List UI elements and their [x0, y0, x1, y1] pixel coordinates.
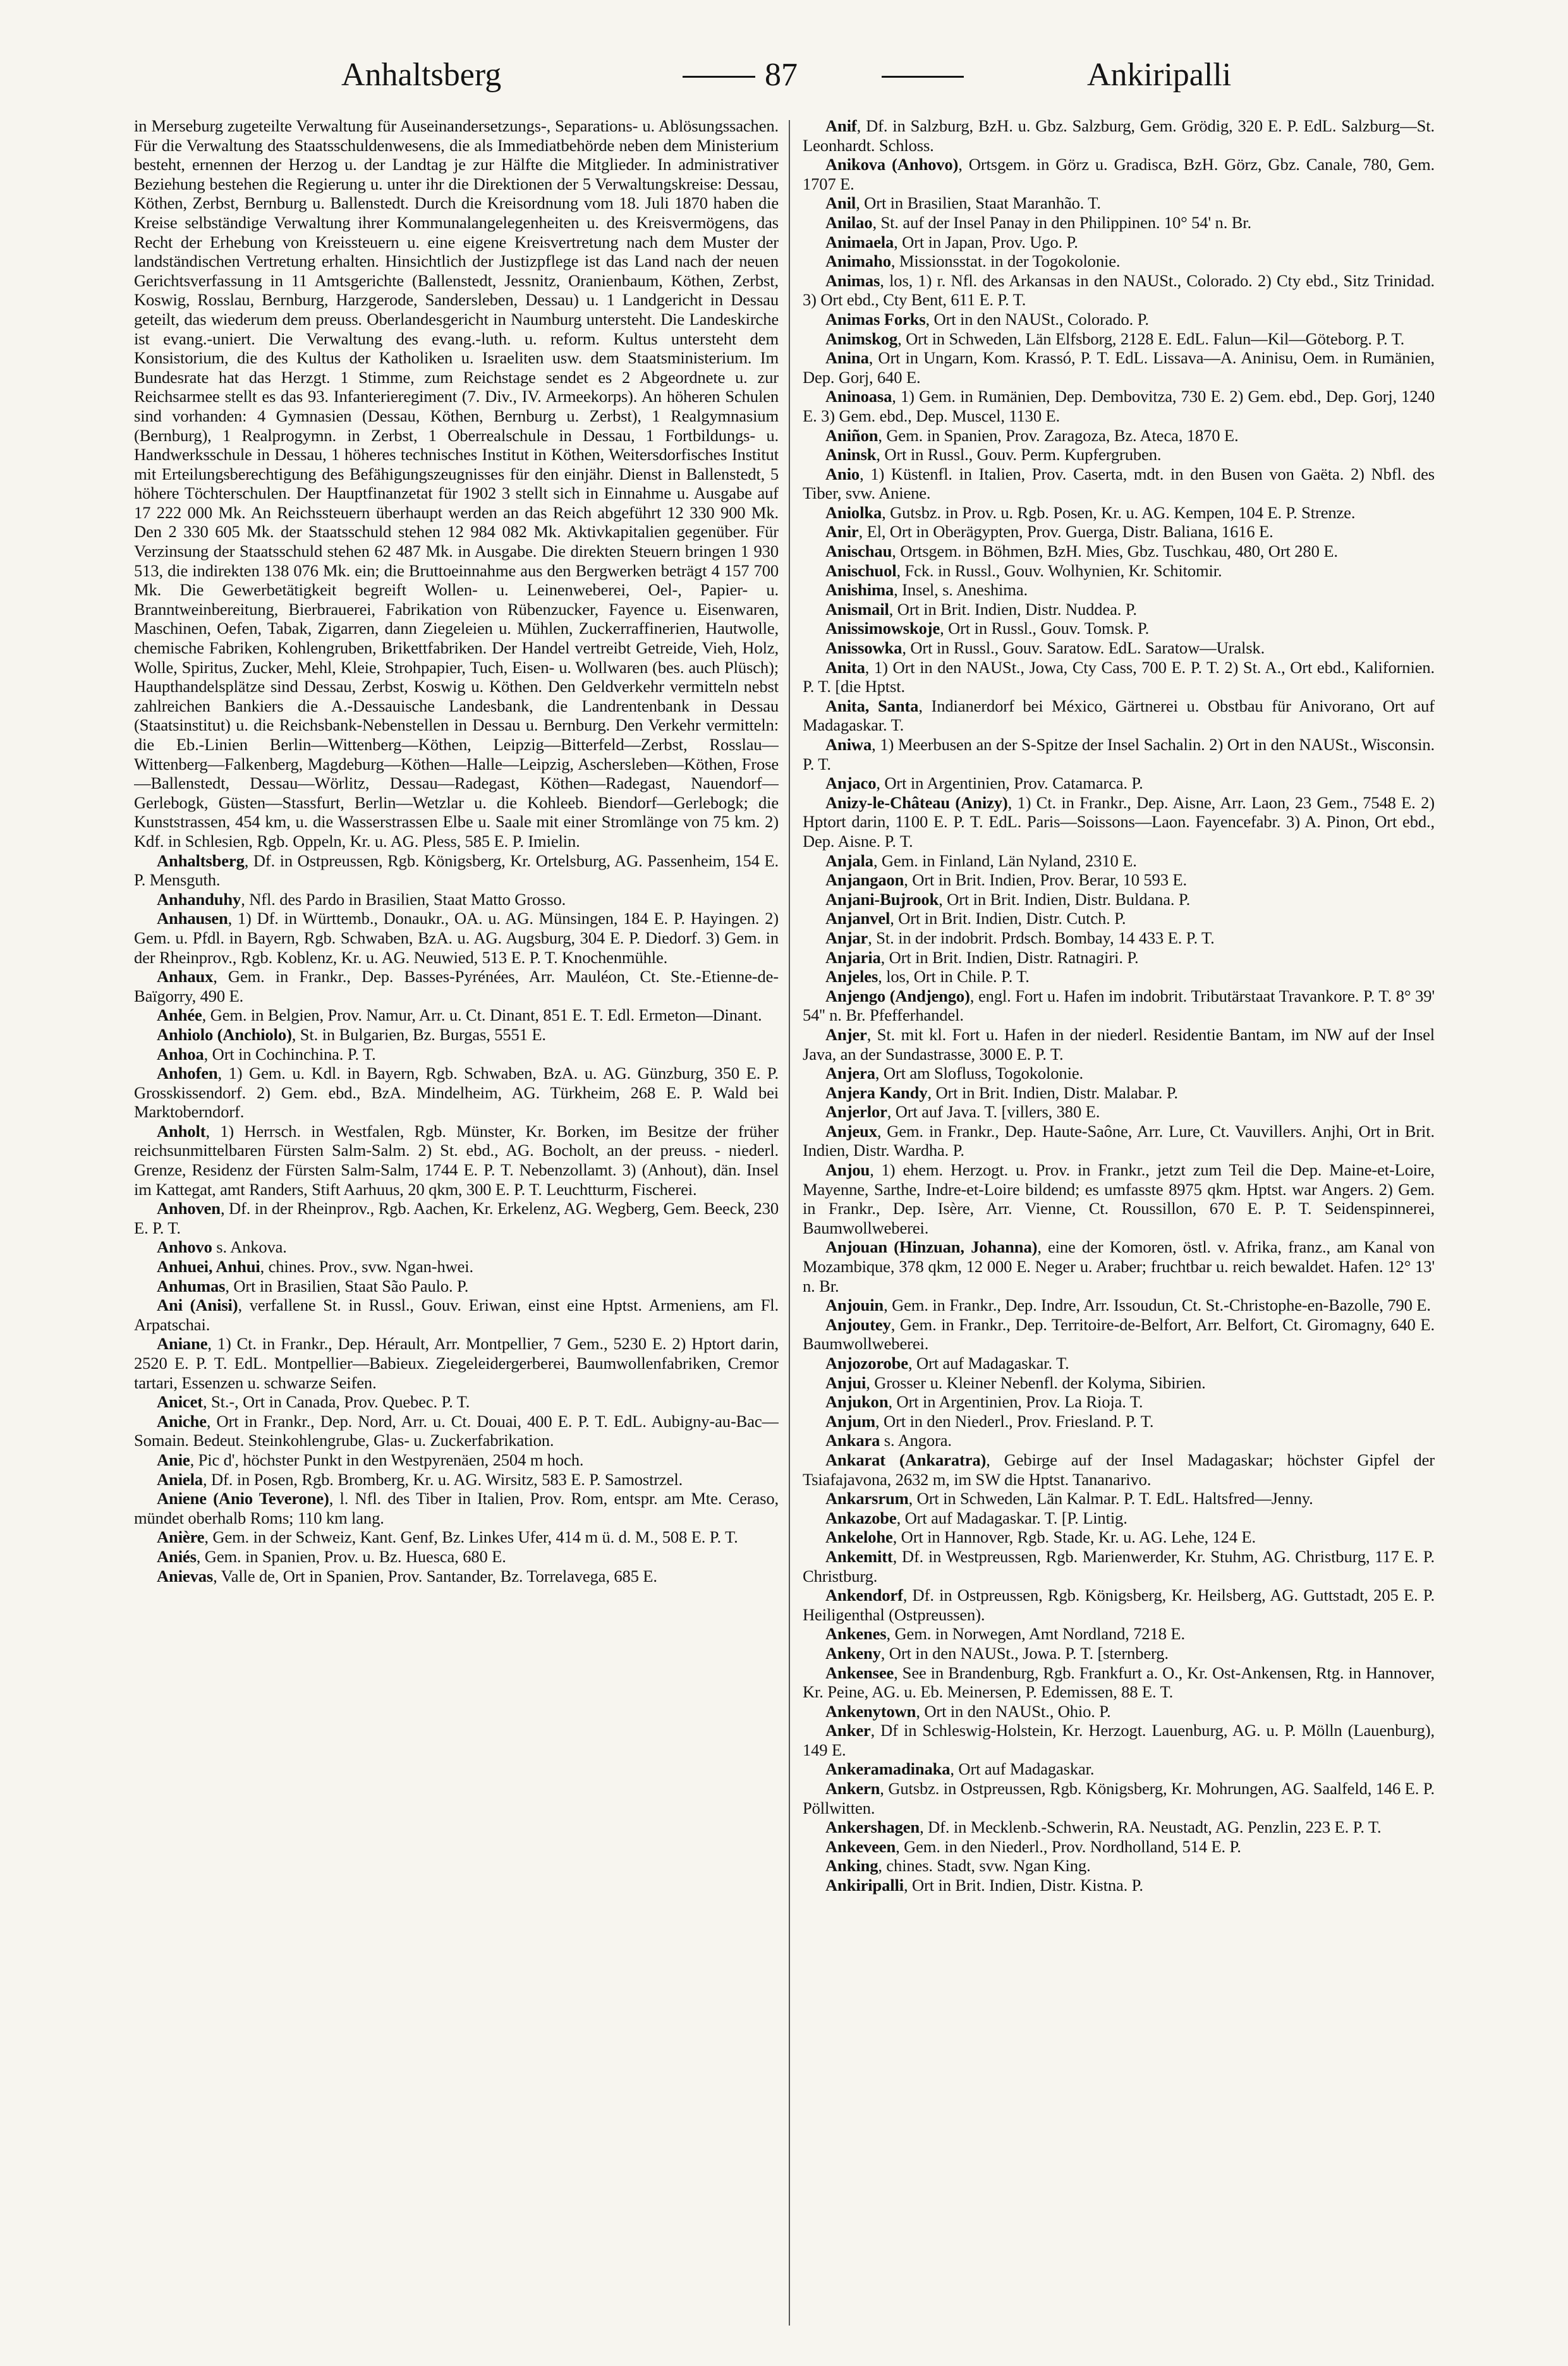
dictionary-entry: Anil, Ort in Brasilien, Staat Maranhão. T.	[825, 193, 1101, 213]
dictionary-entry: Anhaux, Gem. in Frankr., Dep. Basses-Pyrénées, Arr. Mauléon, Ct. Ste.-Etienne-de-Baïgorry, 490 E.	[134, 967, 779, 1005]
dictionary-entry: Anif, Df. in Salzburg, BzH. u. Gbz. Salzburg, Gem. Grödig, 320 E. P. EdL. Salzburg—St. Leonhardt. Schloss.	[803, 116, 1435, 155]
dictionary-entry: Anhoven, Df. in der Rheinprov., Rgb. Aachen, Kr. Erkelenz, AG. Wegberg, Gem. Beeck, 230 E. P. T.	[134, 1199, 779, 1237]
dictionary-entry: Animaho, Missionsstat. in der Togokolonie.	[825, 252, 1121, 271]
dictionary-entry: Anicet, St.-, Ort in Canada, Prov. Quebec. P. T.	[157, 1392, 470, 1412]
dictionary-entry: Ankarat (Ankaratra), Gebirge auf der Insel Madagaskar; höchster Gipfel der Tsiafajavona, 2632 m, im SW die Hptst. Tananarivo.	[803, 1450, 1435, 1489]
dictionary-entry: Anjaria, Ort in Brit. Indien, Distr. Ratnagiri. P.	[825, 947, 1139, 967]
dictionary-entry: Anhanduhy, Nfl. des Pardo in Brasilien, Staat Matto Grosso.	[157, 889, 566, 909]
dictionary-entry: Anhée, Gem. in Belgien, Prov. Namur, Arr. u. Ct. Dinant, 851 E. T. Edl. Ermeton—Dinant.	[157, 1005, 762, 1025]
dictionary-entry: Anhovo s. Ankova.	[157, 1237, 287, 1257]
dictionary-entry: Ankara s. Angora.	[825, 1431, 952, 1450]
dictionary-entry: Aniolka, Gutsbz. in Prov. u. Rgb. Posen, Kr. u. AG. Kempen, 104 E. P. Strenze.	[825, 502, 1356, 522]
dictionary-entry: Animskog, Ort in Schweden, Län Elfsborg, 2128 E. EdL. Falun—Kil—Göteborg. P. T.	[825, 329, 1405, 348]
dictionary-entry: Anhausen, 1) Df. in Württemb., Donaukr., OA. u. AG. Münsingen, 184 E. P. Hayingen. 2) Gem. u. Pfdl. in Bayern, Rgb. Schwaben, BzA. u. AG. Augsburg, 304 E. P. Diedorf. 3) Gem. in der Rheinprov., Rgb. Koblenz, Kr. u. AG. Neuwied, 513 E. P. T. Knochenmühle.	[134, 909, 779, 967]
page-number: 87	[765, 57, 798, 93]
dictionary-entry: in Merseburg zugeteilte Verwaltung für Auseinandersetzungs-, Separations- u. Ablösungssachen. Für die Verwaltung des Staatsschuldenwesens, die als Immediatbehörde neben dem Ministerium besteht, ernennen der Herzog u. der Landtag je zur Hälfte die Mitglieder. In administrativer Beziehung bestehen die Regierung u. unter ihr die Direktionen der 5 Verwaltungskreise: Dessau, Köthen, Zerbst, Bernburg u. Ballenstedt. Durch die Kreisordnung vom 18. Juli 1870 haben die Kreise selbständige Verwaltung ihrer Kommunalangelegenheiten u. des Kreisvermögens, das Recht der Erhebung von Kreissteuern u. eine eigene Kreisvertretung nach dem Muster der landständischen Vertretung erhalten. Hinsichtlich der Justizpflege ist das Land nach der neuen Gerichtsverfassung in 11 Amtsgerichte (Ballenstedt, Jessnitz, Oranienbaum, Köthen, Zerbst, Koswig, Rosslau, Bernburg, Harzgerode, Sandersleben, Dessau) u. 1 Landgericht in Dessau geteilt, das wiederum dem preuss. Oberlandesgericht in Naumburg untersteht. Die Landeskirche ist evang.-uniert. Die Verwaltung des evang.-luth. u. reform. Kultus untersteht dem Konsistorium, die des Kultus der Katholiken u. Israeliten usw. dem Staatsministerium. Im Bundesrate hat das Herzgt. 1 Stimme, zum Reichstage sendet es 2 Abgeordnete u. zur Reichsarmee stellt es das 93. Infanterieregiment (7. Div., IV. Armeekorps). An höheren Schulen sind vorhanden: 4 Gymnasien (Dessau, Köthen, Bernburg u. Zerbst), 1 Realgymnasium (Bernburg), 1 Realprogymn. in Zerbst, 1 Oberrealschule in Dessau, 1 Fortbildungs- u. Handwerksschule in Dessau, 1 höheres technisches Institut in Köthen, Weitersdorfisches Institut mit Erteilungsberechtigung des Befähigungszeugnisses für den einjähr. Dienst in Ballenstedt, 5 höhere Töchterschulen. Der Hauptfinanzetat für 1902 3 stellt sich in Einnahme u. Ausgabe auf 17 222 000 Mk. An Reichssteuern überhaupt werden an das Reich abgeführt 12 330 900 Mk. Den 2 330 605 Mk. der Staatsschuld stehen 12 984 082 Mk. Aktivkapitalien gegenüber. Für Verzinsung der Staatsschuld stehen 62 487 Mk. in Ausgabe. Die direkten Steuern bringen 1 930 513, die indirekten 138 076 Mk. ein; die Bruttoeinnahme aus den Bergwerken beträgt 4 157 700 Mk. Die Gewerbetätigkeit begreift Wollen- u. Leinenweberei, Oel-, Papier- u. Branntweinbereitung, Bierbrauerei, Fabrikation von Rübenzucker, Fayence u. Eisenwaren, Maschinen, Oefen, Tabak, Zigarren, dann Ziegeleien u. Mühlen, Zuckerraffinerien, Hautwolle, chemische Fabriken, Kohlengruben, Brikettfabriken. Der Handel vertreibt Getreide, Vieh, Holz, Wolle, Spiritus, Zucker, Mehl, Kleie, Strohpapier, Tuch, Eisen- u. Wollwaren (bes. auch Plüsch); Haupthandelsplätze sind Dessau, Zerbst, Koswig u. Köthen. Den Geldverkehr vermitteln nebst zahlreichen Bankiers die A.-Dessauische Landesbank, die Landrentenbank in Dessau (Staatsinstitut) u. die Reichsbank-Nebenstellen in Dessau u. Bernburg. Den Verkehr vermitteln: die Eb.-Linien Berlin—Wittenberg—Köthen, Leipzig—Bitterfeld—Zerbst, Rosslau—Wittenberg—Falkenberg, Magdeburg—Köthen—Halle—Leipzig, Aschersleben—Köthen, Frose—Ballenstedt, Dessau—Wörlitz, Dessau—Radegast, Köthen—Radegast, Nauendorf—Gerlebogk, Güsten—Stassfurt, Berlin—Wetzlar u. die Kohleeb. Biendorf—Gerlebogk; die Kunststrassen, 454 km, u. die Wasserstrassen Elbe u. Saale mit einer Stromlänge von 75 km. 2) Kdf. in Schlesien, Rgb. Oppeln, Kr. u. AG. Pless, 585 E. P. Imielin.	[134, 116, 779, 851]
dictionary-entry: Anischau, Ortsgem. in Böhmen, BzH. Mies, Gbz. Tuschkau, 480, Ort 280 E.	[825, 542, 1338, 561]
dictionary-entry: Aniane, 1) Ct. in Frankr., Dep. Hérault, Arr. Montpellier, 7 Gem., 5230 E. 2) Hptort darin, 2520 E. P. T. EdL. Montpellier—Babieux. Ziegeleidergerberei, Baumwollenfabriken, Cremor tartari, Essenzen u. schwarze Seifen.	[134, 1334, 779, 1392]
dictionary-entry: Anizy-le-Château (Anizy), 1) Ct. in Frankr., Dep. Aisne, Arr. Laon, 23 Gem., 7548 E. 2) Hptort darin, 1100 E. P. T. EdL. Paris—Soissons—Laon. Fayencefabr. 3) A. Pinon, Ort ebd., Dep. Aisne. P. T.	[803, 792, 1435, 851]
dictionary-entry: Anjar, St. in der indobrit. Prdsch. Bombay, 14 433 E. P. T.	[825, 928, 1215, 947]
dictionary-entry: Anjer, St. mit kl. Fort u. Hafen in der niederl. Residentie Bantam, im NW auf der Insel Java, an der Sundastrasse, 3000 E. P. T.	[803, 1024, 1435, 1064]
dictionary-entry: Anjouin, Gem. in Frankr., Dep. Indre, Arr. Issoudun, Ct. St.-Christophe-en-Bazolle, 790 E.	[825, 1295, 1431, 1315]
dictionary-entry: Anievas, Valle de, Ort in Spanien, Prov. Santander, Bz. Torrelavega, 685 E.	[157, 1566, 657, 1586]
dictionary-entry: Ankeveen, Gem. in den Niederl., Prov. Nordholland, 514 E. P.	[825, 1836, 1241, 1856]
dictionary-entry: Anière, Gem. in der Schweiz, Kant. Genf, Bz. Linkes Ufer, 414 m ü. d. M., 508 E. P. T.	[157, 1527, 738, 1547]
dictionary-entry: Aninsk, Ort in Russl., Gouv. Perm. Kupfergruben.	[825, 445, 1162, 464]
dictionary-entry: Ankarsrum, Ort in Schweden, Län Kalmar. P. T. EdL. Haltsfred—Jenny.	[825, 1489, 1313, 1508]
dictionary-entry: Anhumas, Ort in Brasilien, Staat São Paulo. P.	[157, 1276, 469, 1295]
dictionary-entry: Anjani-Bujrook, Ort in Brit. Indien, Distr. Buldana. P.	[825, 889, 1191, 909]
dictionary-entry: Anilao, St. auf der Insel Panay in den Philippinen. 10° 54' n. Br.	[825, 212, 1252, 232]
dictionary-entry: Aniche, Ort in Frankr., Dep. Nord, Arr. u. Ct. Douai, 400 E. P. T. EdL. Aubigny-au-Bac—Somain. Bedeut. Steinkohlengrube, Glas- u. Zuckerfabrikation.	[134, 1411, 779, 1450]
dictionary-entry: Anjala, Gem. in Finland, Län Nyland, 2310 E.	[825, 851, 1137, 870]
left-column	[134, 116, 779, 2328]
dictionary-entry: Ankendorf, Df. in Ostpreussen, Rgb. Königsberg, Kr. Heilsberg, AG. Guttstadt, 205 E. P. Heiligenthal (Ostpreussen).	[803, 1586, 1435, 1624]
dictionary-entry: Anjui, Grosser u. Kleiner Nebenfl. der Kolyma, Sibirien.	[825, 1373, 1206, 1392]
dictionary-entry: Ankershagen, Df. in Mecklenb.-Schwerin, RA. Neustadt, AG. Penzlin, 223 E. P. T.	[825, 1817, 1382, 1837]
dictionary-entry: Anhofen, 1) Gem. u. Kdl. in Bayern, Rgb. Schwaben, BzA. u. AG. Günzburg, 350 E. P. Grosskissendorf. 2) Gem. ebd., BzA. Mindelheim, AG. Türkheim, 268 E. P. Wald bei Marktoberndorf.	[134, 1064, 779, 1122]
dictionary-entry: Anir, El, Ort in Oberägypten, Prov. Guerga, Distr. Baliana, 1616 E.	[825, 522, 1273, 542]
header-dash-left	[683, 76, 755, 78]
dictionary-entry: Aniene (Anio Teverone), l. Nfl. des Tiber in Italien, Prov. Rom, entspr. am Mte. Ceraso, mündet oberhalb Roms; 110 km lang.	[134, 1489, 779, 1527]
dictionary-entry: Anita, 1) Ort in den NAUSt., Jowa, Cty Cass, 700 E. P. T. 2) St. A., Ort ebd., Kalifornien. P. T. [die Hptst.	[803, 657, 1435, 696]
dictionary-entry: Anjera, Ort am Slofluss, Togokolonie.	[825, 1064, 1083, 1083]
dictionary-entry: Aniés, Gem. in Spanien, Prov. u. Bz. Huesca, 680 E.	[157, 1546, 506, 1566]
dictionary-entry: Anhuei, Anhui, chines. Prov., svw. Ngan-hwei.	[157, 1257, 474, 1277]
dictionary-entry: Anjoutey, Gem. in Frankr., Dep. Territoire-de-Belfort, Arr. Belfort, Ct. Giromagny, 640 E. Baumwollweberei.	[803, 1314, 1435, 1354]
page-header	[101, 40, 1466, 110]
dictionary-entry: Anking, chines. Stadt, svw. Ngan King.	[825, 1856, 1091, 1876]
dictionary-entry: Ankeny, Ort in den NAUSt., Jowa. P. T. [sternberg.	[825, 1643, 1169, 1663]
dictionary-entry: Ankazobe, Ort auf Madagaskar. T. [P. Lintig.	[825, 1508, 1127, 1527]
dictionary-entry: Anjou, 1) ehem. Herzogt. u. Prov. in Frankr., jetzt zum Teil die Dep. Maine-et-Loire, Mayenne, Sarthe, Indre-et-Loire bildend; es umfasste 8975 qkm. Hptst. war Angers. 2) Gem. in Frankr., Dep. Isère, Arr. Vienne, Ct. Roussillon, 670 E. P. T. Seidenspinnerei, Baumwollweberei.	[803, 1160, 1435, 1237]
dictionary-entry: Aninoasa, 1) Gem. in Rumänien, Dep. Dembovitza, 730 E. 2) Gem. ebd., Dep. Gorj, 1240 E. 3) Gem. ebd., Dep. Muscel, 1130 E.	[803, 387, 1435, 425]
dictionary-entry: Anishima, Insel, s. Aneshima.	[825, 580, 1028, 600]
dictionary-entry: Anhaltsberg, Df. in Ostpreussen, Rgb. Königsberg, Kr. Ortelsburg, AG. Passenheim, 154 E. P. Mensguth.	[134, 851, 779, 890]
dictionary-entry: Anjouan (Hinzuan, Johanna), eine der Komoren, östl. v. Afrika, franz., am Kanal von Mozambique, 378 qkm, 12 000 E. Neger u. Araber; fruchtbar u. reich bewaldet. Hafen. 12° 13' n. Br.	[803, 1237, 1435, 1295]
dictionary-entry: Ankensee, See in Brandenburg, Rgb. Frankfurt a. O., Kr. Ost-Ankensen, Rtg. in Hannover, Kr. Peine, AG. u. Eb. Meinersen, P. Edemissen, 88 E. T.	[803, 1663, 1435, 1702]
dictionary-entry: Anikova (Anhovo), Ortsgem. in Görz u. Gradisca, BzH. Görz, Gbz. Canale, 780, Gem. 1707 E.	[803, 155, 1435, 193]
dictionary-entry: Anjaco, Ort in Argentinien, Prov. Catamarca. P.	[825, 774, 1143, 793]
dictionary-entry: Aniwa, 1) Meerbusen an der S-Spitze der Insel Sachalin. 2) Ort in den NAUSt., Wisconsin. P. T.	[803, 735, 1435, 774]
dictionary-entry: Anjum, Ort in den Niederl., Prov. Friesland. P. T.	[825, 1411, 1154, 1431]
dictionary-entry: Anjangaon, Ort in Brit. Indien, Prov. Berar, 10 593 E.	[825, 870, 1187, 890]
dictionary-entry: Anhoa, Ort in Cochinchina. P. T.	[157, 1044, 376, 1064]
dictionary-entry: Ankenytown, Ort in den NAUSt., Ohio. P.	[825, 1701, 1111, 1721]
running-head-left: Anhaltsberg	[341, 57, 502, 93]
dictionary-entry: Anjerlor, Ort auf Java. T. [villers, 380 E.	[825, 1102, 1100, 1122]
dictionary-entry: Anissimowskoje, Ort in Russl., Gouv. Tomsk. P.	[825, 619, 1150, 638]
dictionary-entry: Animas, los, 1) r. Nfl. des Arkansas in den NAUSt., Colorado. 2) Cty ebd., Sitz Trinidad. 3) Ort ebd., Cty Bent, 611 E. P. T.	[803, 270, 1435, 310]
right-column	[803, 116, 1435, 2328]
dictionary-entry: Ani (Anisi), verfallene St. in Russl., Gouv. Eriwan, einst eine Hptst. Armeniens, am Fl. Arpatschai.	[134, 1295, 779, 1334]
dictionary-entry: Aniñon, Gem. in Spanien, Prov. Zaragoza, Bz. Ateca, 1870 E.	[825, 425, 1239, 445]
dictionary-entry: Aniela, Df. in Posen, Rgb. Bromberg, Kr. u. AG. Wirsitz, 583 E. P. Samostrzel.	[157, 1469, 683, 1489]
dictionary-entry: Anischuol, Fck. in Russl., Gouv. Wolhynien, Kr. Schitomir.	[825, 561, 1222, 580]
dictionary-entry: Ankelohe, Ort in Hannover, Rgb. Stade, Kr. u. AG. Lehe, 124 E.	[825, 1527, 1256, 1547]
dictionary-entry: Ankenes, Gem. in Norwegen, Amt Nordland, 7218 E.	[825, 1624, 1185, 1644]
dictionary-entry: Ankeramadinaka, Ort auf Madagaskar.	[825, 1759, 1095, 1779]
dictionary-entry: Anismail, Ort in Brit. Indien, Distr. Nuddea. P.	[825, 599, 1137, 619]
dictionary-entry: Anissowka, Ort in Russl., Gouv. Saratow. EdL. Saratow—Uralsk.	[825, 638, 1265, 658]
dictionary-entry: Animas Forks, Ort in den NAUSt., Colorado. P.	[825, 309, 1149, 329]
dictionary-entry: Anhiolo (Anchiolo), St. in Bulgarien, Bz. Burgas, 5551 E.	[157, 1024, 546, 1044]
dictionary-entry: Anjeux, Gem. in Frankr., Dep. Haute-Saône, Arr. Lure, Ct. Vauvillers. Anjhi, Ort in Brit. Indien, Distr. Wardha. P.	[803, 1121, 1435, 1160]
dictionary-entry: Anjeles, los, Ort in Chile. P. T.	[825, 967, 1030, 986]
dictionary-entry: Anjukon, Ort in Argentinien, Prov. La Rioja. T.	[825, 1392, 1143, 1412]
dictionary-entry: Anker, Df in Schleswig-Holstein, Kr. Herzogt. Lauenburg, AG. u. P. Mölln (Lauenburg), 149 E.	[803, 1721, 1435, 1759]
dictionary-entry: Anio, 1) Küstenfl. in Italien, Prov. Caserta, mdt. in den Busen von Gaëta. 2) Nbfl. des Tiber, svw. Aniene.	[803, 464, 1435, 503]
dictionary-entry: Anina, Ort in Ungarn, Kom. Krassó, P. T. EdL. Lissava—A. Aninisu, Oem. in Rumänien, Dep. Gorj, 640 E.	[803, 348, 1435, 387]
column-divider	[789, 120, 790, 2326]
dictionary-entry: Ankemitt, Df. in Westpreussen, Rgb. Marienwerder, Kr. Stuhm, AG. Christburg, 117 E. P. Christburg.	[803, 1546, 1435, 1586]
dictionary-entry: Ankern, Gutsbz. in Ostpreussen, Rgb. Königsberg, Kr. Mohrungen, AG. Saalfeld, 146 E. P. Pöllwitten.	[803, 1779, 1435, 1817]
header-dash-right	[882, 76, 964, 78]
dictionary-entry: Animaela, Ort in Japan, Prov. Ugo. P.	[825, 232, 1078, 252]
dictionary-entry: Ankiripalli, Ort in Brit. Indien, Distr. Kistna. P.	[825, 1876, 1143, 1895]
dictionary-entry: Anie, Pic d', höchster Punkt in den Westpyrenäen, 2504 m hoch.	[157, 1450, 584, 1469]
dictionary-entry: Anjanvel, Ort in Brit. Indien, Distr. Cutch. P.	[825, 909, 1126, 928]
dictionary-entry: Anholt, 1) Herrsch. in Westfalen, Rgb. Münster, Kr. Borken, im Besitze der früher reichsunmittelbaren Fürsten Salm-Salm. 2) St. ebd., AG. Bocholt, an der preuss. - niederl. Grenze, Residenz der Fürsten Salm-Salm, 1744 E. P. T. Nebenzollamt. 3) (Anhout), dän. Insel im Kattegat, amt Randers, Stift Aarhuus, 20 qkm, 300 E. P. T. Leuchtturm, Fischerei.	[134, 1121, 779, 1199]
dictionary-entry: Anjera Kandy, Ort in Brit. Indien, Distr. Malabar. P.	[825, 1083, 1178, 1102]
running-head-right: Ankiripalli	[1087, 57, 1232, 93]
dictionary-entry: Anjengo (Andjengo), engl. Fort u. Hafen im indobrit. Tributärstaat Travankore. P. T. 8° 39' 54'' n. Br. Pfefferhandel.	[803, 986, 1435, 1025]
dictionary-entry: Anjozorobe, Ort auf Madagaskar. T.	[825, 1354, 1069, 1373]
dictionary-entry: Anita, Santa, Indianerdorf bei México, Gärtnerei u. Obstbau für Anivorano, Ort auf Madagaskar. T.	[803, 696, 1435, 735]
